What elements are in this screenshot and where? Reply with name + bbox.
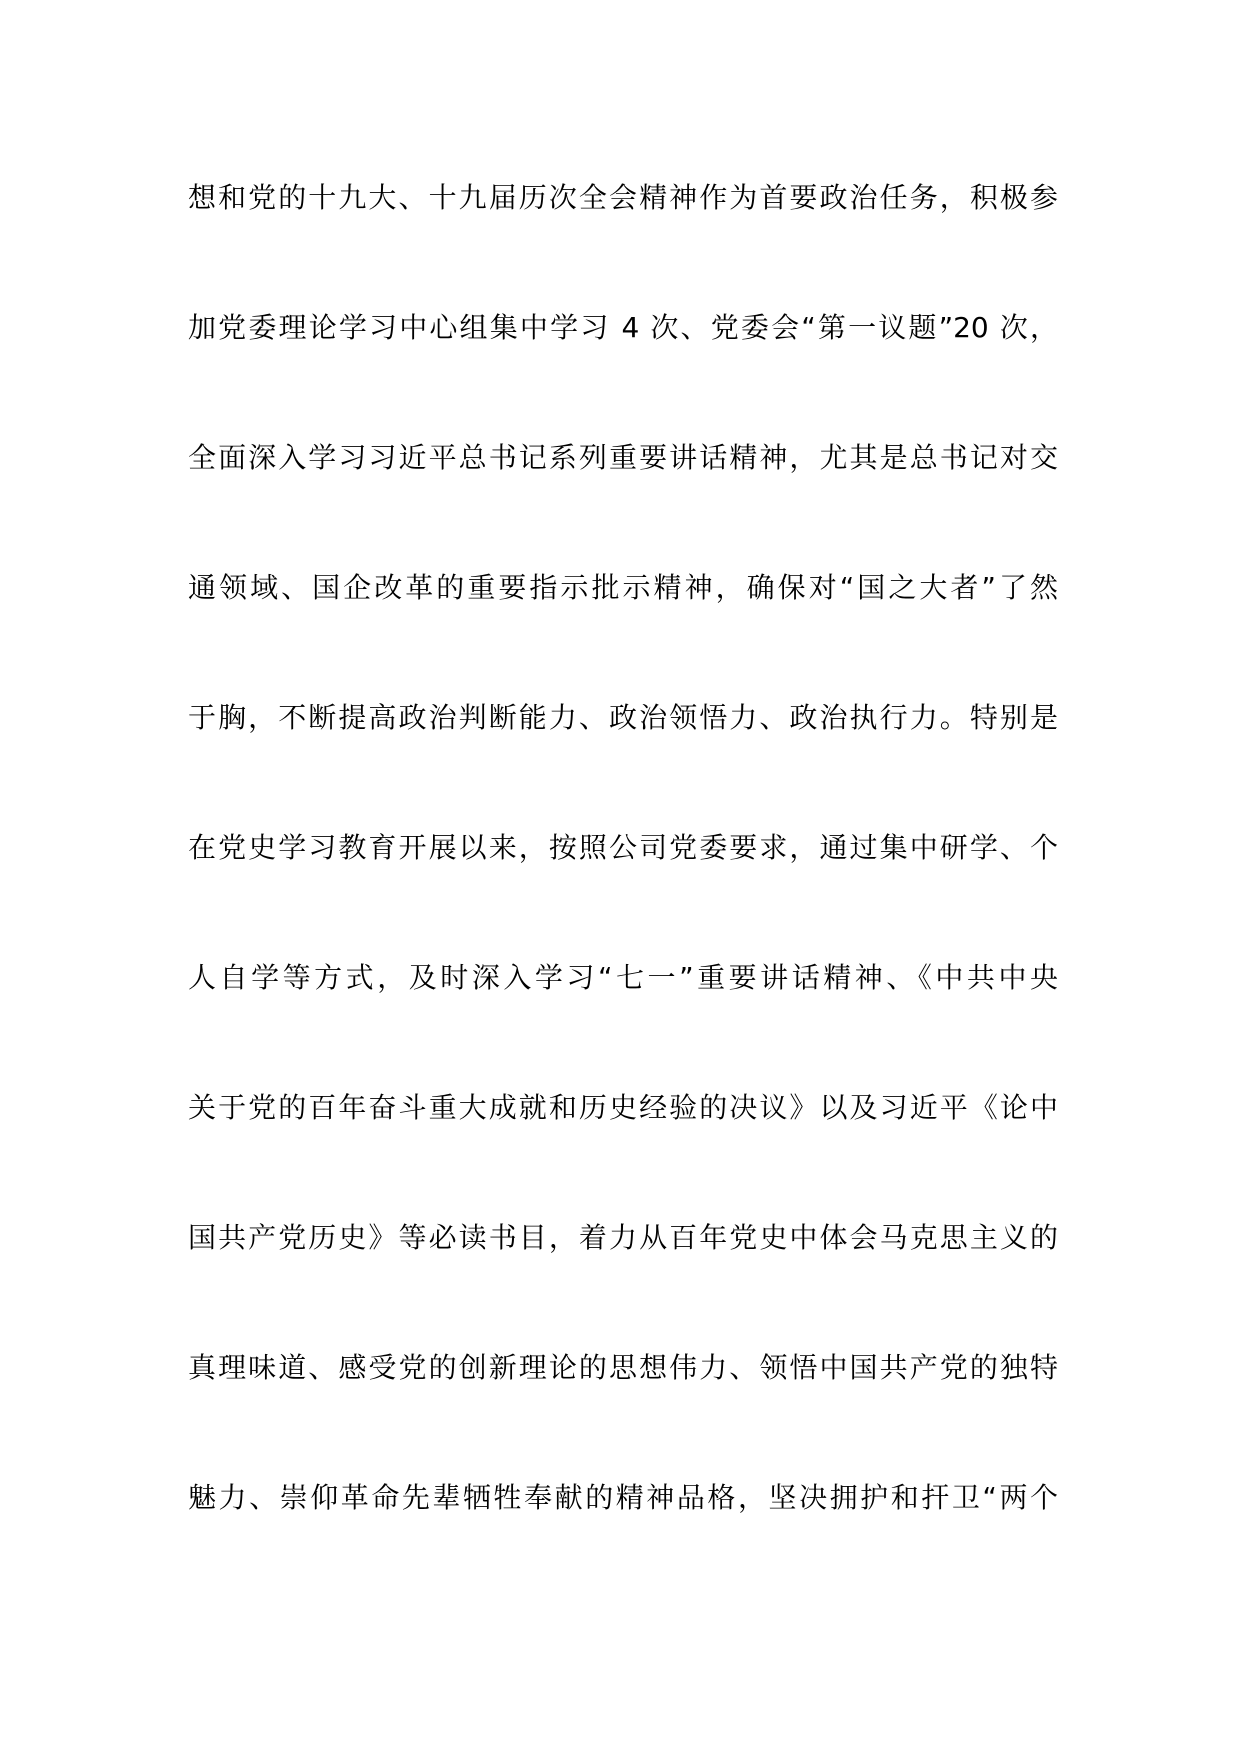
text-line: 于胸，不断提高政治判断能力、政治领悟力、政治执行力。特别是 (188, 701, 1058, 734)
text-line: 国共产党历史》等必读书目，着力从百年党史中体会马克思主义的 (188, 1221, 1058, 1254)
text-line: 人自学等方式，及时深入学习“七一”重要讲话精神、《中共中央 (188, 961, 1058, 994)
body-paragraph (188, 168, 1058, 1598)
text-line: 在党史学习教育开展以来，按照公司党委要求，通过集中研学、个 (188, 831, 1058, 864)
text-line: 通领域、国企改革的重要指示批示精神，确保对“国之大者”了然 (188, 571, 1058, 604)
text-line: 真理味道、感受党的创新理论的思想伟力、领悟中国共产党的独特 (188, 1351, 1058, 1384)
text-line: 全面深入学习习近平总书记系列重要讲话精神，尤其是总书记对交 (188, 441, 1058, 474)
text-line: 关于党的百年奋斗重大成就和历史经验的决议》以及习近平《论中 (188, 1091, 1058, 1124)
text-line: 加党委理论学习中心组集中学习 4 次、党委会“第一议题”20 次， (188, 311, 1058, 344)
text-line: 魅力、崇仰革命先辈牺牲奉献的精神品格，坚决拥护和扞卫“两个 (188, 1481, 1058, 1514)
text-line: 想和党的十九大、十九届历次全会精神作为首要政治任务，积极参 (188, 181, 1058, 214)
